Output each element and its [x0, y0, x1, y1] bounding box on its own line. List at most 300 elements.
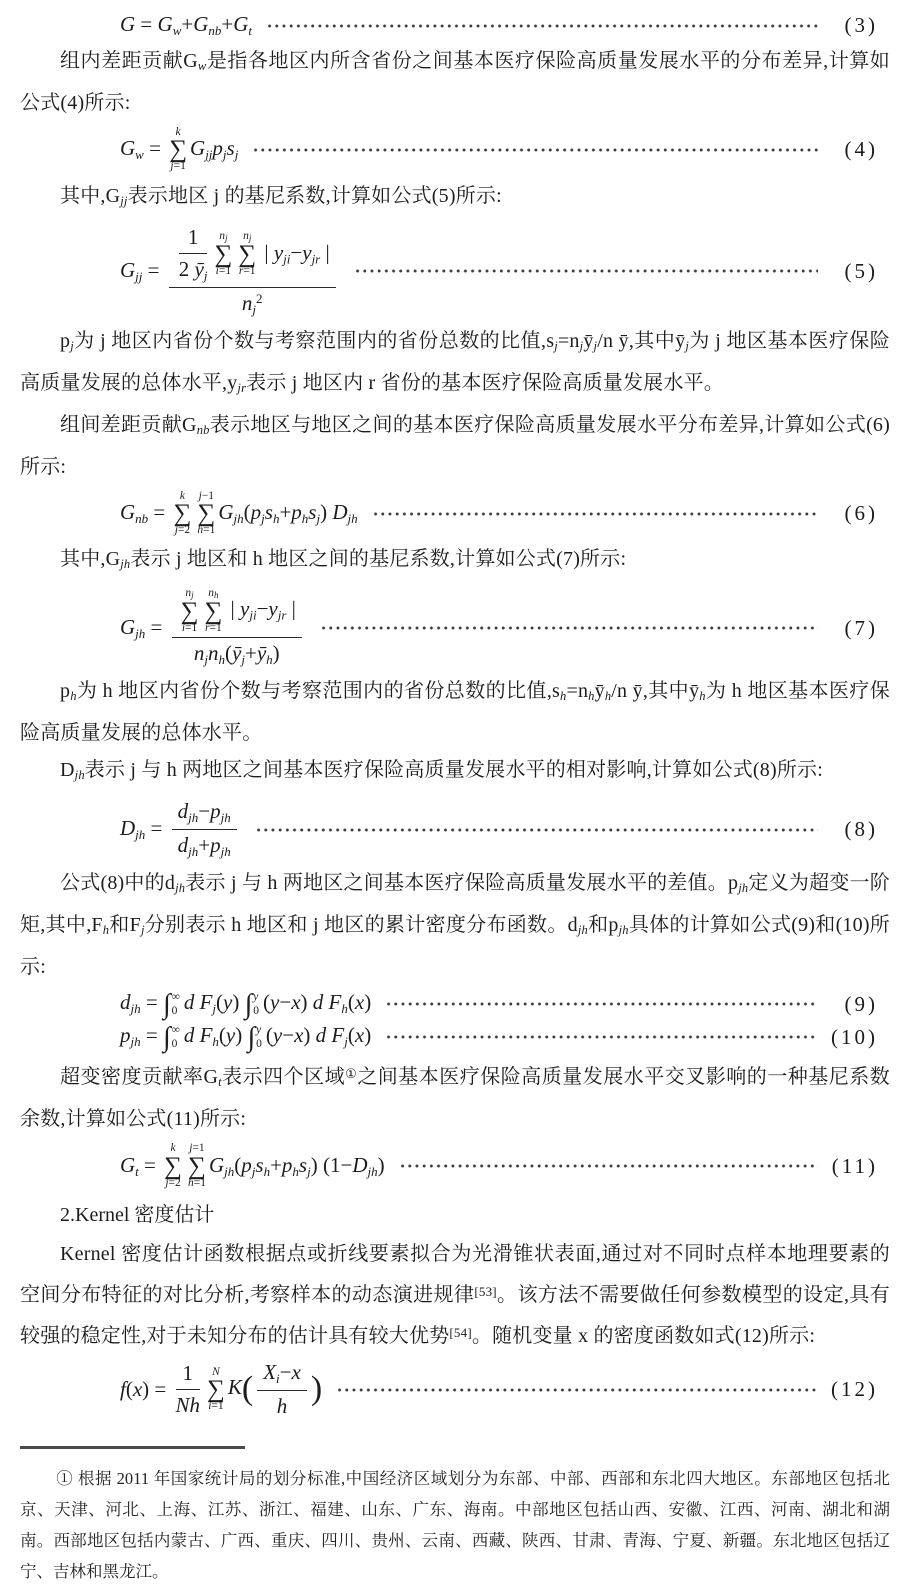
math-text: 2 — [178, 256, 195, 281]
integral-sign: ∫ — [244, 989, 253, 1021]
math-text: 其中,G — [60, 184, 121, 207]
subscript: jr — [277, 608, 287, 624]
equation-body — [120, 798, 241, 861]
math-text: k — [175, 126, 181, 138]
integral-sign: ∫ — [162, 1022, 171, 1054]
sum-lower-limit — [197, 524, 215, 537]
math-text: ȳ — [194, 256, 204, 281]
subscript: jh — [233, 511, 244, 527]
math-text: p — [120, 1022, 131, 1047]
subscript: jj — [120, 193, 128, 208]
math-text: 为 h 地区基本医疗保险高质量发展的总体水平。 — [20, 680, 891, 745]
math-text: ) — [300, 990, 313, 1015]
math-text: G — [193, 12, 209, 36]
subscript: jh — [135, 827, 146, 843]
subscript: jh — [224, 1163, 235, 1179]
equation-7 — [20, 587, 890, 669]
equation-11 — [20, 1142, 890, 1190]
subscript: jh — [120, 557, 131, 572]
dotted-leader — [372, 510, 818, 518]
math-text: Nh — [175, 1393, 201, 1418]
subscript: j — [140, 922, 145, 937]
equation-body — [120, 587, 306, 669]
equation-9 — [20, 990, 890, 1019]
integral-lower — [253, 1004, 259, 1018]
math-text: 。随机变量 x 的密度函数如式(12)所示: — [471, 1325, 816, 1348]
subscript: h — [218, 652, 226, 668]
subscript: j — [344, 1033, 348, 1049]
math-run — [227, 1370, 254, 1408]
dotted-leader — [354, 267, 818, 275]
sigma-symbol: ∑ — [180, 597, 199, 625]
subscript: jh — [618, 922, 629, 937]
dotted-leader — [252, 146, 818, 154]
subscript: h — [263, 1163, 271, 1179]
summation — [204, 587, 222, 635]
math-text: | — [259, 240, 274, 265]
math-text: + — [198, 833, 211, 858]
subscript: i — [276, 1371, 280, 1387]
math-text: y — [240, 597, 250, 622]
math-text: + — [244, 641, 257, 666]
math-text: K — [227, 1375, 242, 1400]
math-text: n — [208, 587, 214, 600]
math-text: i — [181, 622, 186, 635]
sigma-symbol: ∑ — [214, 240, 233, 268]
math-text: x — [354, 1022, 365, 1047]
fraction — [179, 224, 208, 285]
math-text: 表示 j 与 h 两地区之间基本医疗保险高质量发展水平的相对影响,计算如公式(8)所示: — [84, 759, 824, 782]
math-text: x — [291, 990, 301, 1015]
sum-lower-limit — [170, 160, 185, 173]
subscript: jh — [347, 511, 358, 527]
subscript: j — [579, 338, 584, 353]
math-text: p — [281, 1152, 293, 1177]
subscript: jh — [367, 1163, 378, 1179]
math-text: ( — [218, 1022, 226, 1047]
math-text: d — [177, 833, 189, 858]
subscript: t — [218, 1075, 222, 1090]
dotted-leader — [385, 1000, 818, 1008]
math-text: h — [276, 1394, 288, 1419]
math-text: G — [190, 136, 206, 161]
math-text: 其中,G — [60, 548, 121, 571]
dotted-leader — [266, 22, 818, 30]
math-text: 1 — [187, 224, 199, 249]
math-text: ) — [364, 990, 372, 1015]
summation — [207, 1366, 225, 1414]
subscript: jh — [130, 1033, 141, 1049]
math-text: /n ȳ,其中ȳ — [611, 680, 700, 703]
math-text: y — [270, 990, 280, 1015]
math-text: =1 — [209, 622, 222, 635]
subscript: h — [292, 1163, 299, 1179]
math-text: G — [233, 12, 249, 36]
math-text: = — [142, 257, 165, 282]
subscript: j — [251, 1163, 256, 1179]
sum-lower-limit — [208, 1400, 223, 1413]
math-text: − — [279, 990, 292, 1015]
subscript: h — [341, 1001, 348, 1017]
math-text: = — [140, 1022, 163, 1047]
summation — [238, 230, 256, 278]
subscript: j — [248, 233, 252, 244]
subscript: j — [685, 338, 690, 353]
fraction — [172, 798, 237, 861]
math-text: 为 h 地区内省份个数与考察范围内的省份总数的比值,s — [76, 680, 561, 703]
math-run — [209, 1153, 385, 1180]
math-text: 为 j 地区内省份个数与考察范围内的省份总数的比值,s — [73, 329, 555, 352]
math-text: n — [193, 641, 205, 666]
math-text: r — [205, 622, 210, 635]
math-text: 定义为超变一阶矩,其中,F — [20, 871, 890, 936]
math-text: ( — [225, 641, 233, 666]
subscript: w — [135, 147, 144, 163]
math-text: D — [352, 1152, 368, 1177]
math-text: 为 j 地区基本医疗保险高质量发展的总体水平,y — [20, 329, 890, 394]
fraction-denominator — [179, 254, 208, 285]
heading-kernel: 2.Kernel 密度估计 — [60, 1204, 215, 1227]
math-text: ( — [234, 1152, 242, 1177]
math-text: =1 — [211, 1400, 224, 1413]
math-text: 是指各地区内所含省份之间基本医疗保险高质量发展水平的分布差异,计算如公式(4)所示: — [20, 50, 890, 114]
math-text: ) — [272, 641, 280, 666]
subscript: jh — [220, 844, 231, 860]
math-text: n — [243, 230, 249, 243]
math-text: G — [120, 136, 136, 161]
math-text: =2 — [177, 524, 191, 537]
math-text: 表示地区 j 的基尼系数,计算如公式(5)所示: — [127, 184, 502, 207]
math-text: =2 — [168, 1176, 181, 1189]
math-text: h — [197, 524, 204, 537]
integral-limits — [253, 990, 259, 1019]
math-text: D — [60, 759, 75, 782]
sigma-symbol: ∑ — [197, 499, 216, 527]
sum-lower-limit — [165, 1177, 180, 1190]
math-text: /n ȳ,其中ȳ — [597, 329, 686, 352]
equation-6 — [20, 490, 890, 538]
math-text: h — [187, 1176, 194, 1189]
equation-8 — [20, 798, 890, 861]
math-text: 0 — [171, 1005, 178, 1018]
math-text: G — [120, 1152, 136, 1177]
math-text: ȳ — [232, 641, 242, 666]
subscript: jh — [130, 1001, 141, 1017]
math-text: 表示 j 地区和 h 地区之间的基尼系数,计算如公式(7)所示: — [130, 548, 627, 571]
math-text: y — [272, 1022, 283, 1047]
equation-3 — [20, 12, 890, 39]
equation-body — [120, 1142, 385, 1190]
footnote-section — [20, 1446, 890, 1587]
equation-number: (10) — [831, 1024, 878, 1049]
math-text: i — [208, 1400, 212, 1413]
math-text: p — [241, 1152, 252, 1177]
sigma-symbol: ∑ — [169, 136, 188, 164]
math-text: j — [189, 1142, 193, 1155]
equation-body — [120, 990, 371, 1019]
math-text: + — [270, 1152, 282, 1177]
equation-body — [120, 490, 358, 538]
math-text: − — [198, 799, 211, 824]
math-text: d F — [315, 1022, 345, 1047]
subscript: h — [272, 511, 280, 527]
fraction — [257, 1359, 307, 1420]
math-text: 表示 j 与 h 两地区之间基本医疗保险高质量发展水平的差值。p — [185, 871, 739, 894]
math-text: 表示 j 地区内 r 省份的基本医疗保险高质量发展水平。 — [246, 371, 724, 394]
fraction-numerator — [257, 1359, 307, 1391]
subscript: h — [266, 652, 273, 668]
math-text: x — [294, 1022, 304, 1047]
equation-10 — [20, 1023, 890, 1052]
equation-5 — [20, 224, 890, 319]
math-text: = — [143, 136, 167, 161]
math-text: ) — [377, 1152, 385, 1177]
math-text: p — [210, 799, 221, 824]
fraction-numerator — [169, 224, 336, 288]
integral-upper — [172, 1023, 180, 1037]
math-text: 公式(8)中的d — [60, 871, 176, 894]
subscript: h — [214, 590, 219, 601]
math-text: ) (1− — [310, 1152, 353, 1177]
sum-lower-limit — [188, 1177, 206, 1190]
math-text: ① 根据 2011 年国家统计局的划分标准,中国经济区域划分为东部、中部、西部和东北四大地区。东部地区包括北京、天津、河北、上海、江苏、浙江、福建、山东、广东、海南。中部地区包括山西、安徽、江西、河南、湖北和湖南。西部地区包括内蒙古、广西、重庆、四川、贵州、云南、西藏、陕西、甘肃、青海、宁夏、新疆。东北地区包括辽宁、吉林和黑龙江。 — [20, 1469, 890, 1582]
subscript: jh — [738, 880, 749, 895]
math-text: ) — [364, 1022, 372, 1047]
math-run — [120, 990, 371, 1019]
math-text: ȳ — [594, 680, 605, 703]
subscript: jj — [135, 268, 143, 284]
subscript: j — [252, 301, 257, 317]
math-run — [120, 816, 168, 843]
math-text: =1 — [243, 264, 256, 277]
math-text: G — [120, 614, 136, 639]
math-text: ) — [232, 990, 245, 1015]
math-text: =1 — [193, 1176, 206, 1189]
sigma-symbol: ∑ — [207, 1376, 225, 1404]
subscript: jh — [577, 922, 588, 937]
big-paren: ) — [310, 1370, 323, 1408]
math-text: G — [120, 257, 136, 282]
math-text: s — [264, 500, 273, 525]
math-text: ∞ — [171, 1023, 180, 1036]
summation — [174, 490, 192, 538]
math-text: 0 — [253, 1005, 260, 1018]
equation-number: (7) — [844, 615, 878, 640]
superscript: [54] — [449, 1325, 472, 1341]
math-text: − — [279, 1360, 292, 1385]
math-text: G — [218, 500, 234, 525]
math-run — [120, 136, 166, 163]
integral-upper — [253, 990, 259, 1004]
math-text: s — [255, 1152, 264, 1177]
math-text: Kernel 密度估计函数根据点或折线要素拟合为光滑锥状表面,通过对不同时点样本地理要素的空间分布特征的对比分析,考察样本的动态演进规律 — [20, 1243, 890, 1307]
subscript: nb — [196, 422, 210, 437]
sum-lower-limit — [182, 622, 197, 635]
math-text: s — [308, 500, 317, 525]
math-text: ( — [347, 990, 355, 1015]
fraction — [176, 1360, 201, 1420]
paragraph-kernel — [20, 1236, 890, 1355]
math-run — [120, 1153, 161, 1180]
subscript: jh — [220, 810, 231, 826]
math-run — [120, 1377, 172, 1402]
subscript: h — [212, 1033, 219, 1049]
math-text: n — [219, 230, 225, 243]
math-text: y — [253, 990, 259, 1003]
math-text: 之间基本医疗保险高质量发展水平交叉影响的一种基尼系数余数,计算如公式(11)所示: — [20, 1066, 891, 1131]
math-text: 组间差距贡献G — [60, 413, 197, 436]
math-text: j — [165, 1176, 169, 1189]
math-text: ) — [235, 1022, 248, 1047]
subscript: j — [307, 1163, 311, 1179]
math-text: ( — [125, 1377, 133, 1402]
math-text: s — [298, 1152, 308, 1177]
paragraph-formula8-explain — [20, 865, 890, 986]
math-text: y — [223, 990, 233, 1015]
integral-lower — [172, 1037, 180, 1051]
fraction-denominator — [172, 830, 237, 861]
math-text: ) — [320, 500, 333, 525]
math-text: = — [145, 816, 168, 841]
math-text: 和F — [109, 913, 141, 936]
math-text: =1 — [185, 622, 198, 635]
fraction — [172, 587, 302, 669]
integral-upper — [256, 1023, 262, 1037]
math-text: j — [174, 524, 178, 537]
equation-number: (9) — [844, 991, 878, 1016]
subscript: jr — [237, 380, 247, 395]
math-text: ( — [216, 990, 224, 1015]
math-text: = — [138, 1152, 162, 1177]
math-text: 0 — [256, 1038, 262, 1051]
math-text: | — [320, 240, 330, 265]
subscript: jh — [135, 625, 146, 641]
subscript: jr — [311, 251, 321, 267]
math-text: k — [179, 489, 185, 502]
paper-page — [20, 12, 890, 1587]
subscript: nb — [135, 511, 149, 527]
subscript: w — [197, 59, 207, 73]
dotted-leader — [399, 1162, 818, 1170]
math-text: r — [238, 264, 244, 277]
subscript: j — [70, 338, 74, 353]
math-text: ȳ — [256, 641, 267, 666]
math-run — [190, 136, 238, 163]
integral-lower — [256, 1037, 262, 1051]
math-text: =n — [566, 680, 589, 703]
math-run — [120, 615, 168, 642]
math-text: x — [354, 990, 365, 1015]
subscript: jh — [188, 810, 199, 826]
superscript: ① — [345, 1066, 358, 1082]
summation — [164, 1142, 182, 1190]
paragraph-djh — [20, 752, 890, 794]
integral-lower — [172, 1004, 180, 1018]
subscript: h — [301, 511, 309, 527]
subscript: j — [212, 1001, 217, 1017]
math-text: 组内差距贡献G — [60, 50, 198, 72]
subscript: j — [203, 267, 208, 283]
sigma-symbol: ∑ — [204, 597, 223, 625]
sigma-symbol: ∑ — [238, 240, 257, 268]
equation-number: (4) — [844, 137, 878, 162]
integral-limits — [172, 1023, 180, 1052]
math-text: − — [290, 240, 303, 265]
math-text: 具体的计算如公式(9)和(10)所示: — [20, 913, 890, 978]
math-text: p — [250, 500, 262, 525]
integral-limits — [172, 990, 180, 1019]
math-text: G — [208, 1152, 225, 1177]
subscript: j — [234, 147, 239, 163]
footnote-divider — [20, 1446, 245, 1449]
math-text: ) — [303, 1022, 316, 1047]
equation-number: (8) — [844, 817, 878, 842]
paragraph-ph — [20, 673, 890, 752]
dotted-leader — [385, 1033, 818, 1041]
subscript: j — [191, 590, 194, 601]
summation — [181, 587, 199, 635]
sum-lower-limit — [175, 524, 190, 537]
subscript: h — [70, 689, 77, 704]
equation-number: (11) — [831, 1153, 878, 1178]
math-text: = — [148, 500, 171, 525]
math-text: 。该方法不需要做任何参数模型的设定,具有较强的稳定性,对于未知分布的估计具有较大优势 — [20, 1284, 890, 1348]
math-text: D — [120, 816, 136, 841]
sigma-symbol: ∑ — [164, 1152, 182, 1180]
math-text: − — [282, 1022, 295, 1047]
subscript: h — [604, 689, 612, 704]
fraction-numerator — [172, 587, 302, 638]
math-text: ) = — [142, 1377, 172, 1402]
integral-sign: ∫ — [162, 989, 171, 1021]
equation-body — [120, 1359, 322, 1420]
math-text: 超变密度贡献率G — [60, 1066, 219, 1089]
math-text: G — [120, 500, 136, 525]
summation — [169, 126, 187, 174]
math-text: n — [208, 641, 219, 666]
math-text: p — [291, 500, 302, 525]
sum-lower-limit — [239, 265, 256, 278]
fraction-denominator — [257, 1391, 307, 1420]
math-text: d F — [183, 990, 213, 1015]
dotted-leader — [336, 1386, 818, 1394]
fraction-numerator — [172, 798, 237, 830]
math-text: N — [212, 1365, 220, 1378]
paragraph-intra-group — [20, 43, 890, 122]
equation-number: (3) — [844, 13, 878, 37]
paragraph-gjj — [20, 178, 890, 220]
math-text: k — [170, 1142, 176, 1155]
math-text: ȳ — [583, 329, 594, 352]
summation — [214, 230, 232, 278]
integral-sign: ∫ — [247, 1022, 256, 1054]
subscript: j — [204, 652, 209, 668]
math-text: y — [273, 240, 284, 265]
math-text: 表示地区与地区之间的基本医疗保险高质量发展水平分布差异,计算如公式(6)所示: — [20, 413, 890, 478]
paragraph-gjh — [20, 541, 890, 583]
math-text: | — [225, 597, 241, 622]
math-text: y — [225, 1022, 236, 1047]
math-text: ( — [265, 1022, 273, 1047]
math-text: y — [302, 240, 312, 265]
math-text: x — [291, 1360, 301, 1385]
equation-body — [120, 12, 252, 39]
math-run — [120, 258, 165, 285]
equation-12 — [20, 1359, 890, 1420]
math-run — [120, 12, 252, 39]
math-text: d F — [183, 1022, 213, 1047]
subscript: j — [224, 233, 228, 244]
